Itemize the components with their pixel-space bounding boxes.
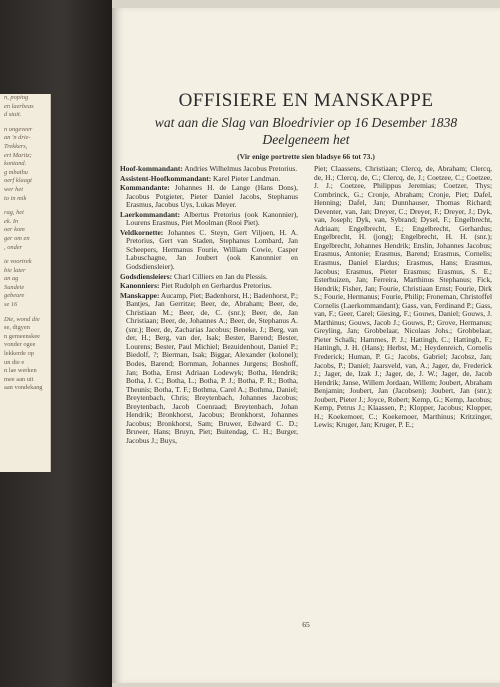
roster-names: Charl Cilliers en Jan du Plessis.: [172, 271, 268, 281]
roster-role: Laerkommandant:: [120, 209, 180, 219]
previous-page-line: kontand.: [4, 160, 27, 168]
previous-page-line: , onder: [4, 243, 23, 251]
previous-page-line: aan vondekang: [4, 384, 43, 392]
roster-entry: [120, 175, 298, 184]
roster-names: Albertus Pretorius (ook Kanonnier), Lourens Erasmus, Piet Moolman (Rooi Piet).: [126, 209, 298, 228]
previous-page-line: un die e: [4, 358, 25, 366]
page-number: 65: [302, 620, 310, 629]
right-column: Piet; Claassens, Christiaan; Clercq, de, Abraham; Clercq, de, H.; Clercq, de, C.; Clercq, de, J.; Coetzee, C.; Coetzee, J. J.; Coetzee, Philippus Jeremias; Coetzer, Thys; Combrinck, G.; Cronje, Abraham; Cronje, Piet; Dafel, Henning; Dafel, Jan; Dunnhauser, Thomas Richard; Deventer, van, Jan; Dreyer, C.; Dreyer, F.; Dreyer, J.; Dyk, van, Joseph; Dyk, van, Sybrand; Dysel, F.; Engelbrecht, Adriaan; Engelbrecht, E.; Engelbrecht, Gerhardus; Engelbrecht, H. (jong); Engelbrecht, H. H. (snr.); Engelbrecht, Johannes Hendrik; Enslin, Johannes Jacobus; Erasmus, Antonie; Erasmus, Barend; Erasmus, Cornelis; Erasmus, Daniel Elardus; Erasmus, Hans; Erasmus, Jacobus; Erasmus, Pieter Erasmus; Erasmus, S. E.; Esterhuizen, Jan; Ferreira, Marthinus Stephanus; Fick, Hendrik; Fisher, Jan; Fourie, Christiaan Ernst; Fourie, Dirk S.; Fourie, Hermanus; Fourie, Philip; Froneman, Christoffel Cornelis (Laerkommandant); Gass, van, Ferdinand P.; Gass, van, F.; Geer, Carel; Giesing, F.; Gouws, Daniel; Gouws, J. Marthinus; Gouws, Jacob J.; Gouws, P.; Grove, Hermanus; Greyling, Jan; Grobbelaar, Nicolaas Johs.; Grobbelaar, Pieter Schalk; Hammes, P. J.; Hattingh, C.; Hattingh, F.; Hattingh, J. H. (Hans); Herbst, M.; Heydenreich, Cornelis Frederick; Human, P. G.; Jacobs, Gabriel; Jacobsz, Jan; Jacobs, P.; Daniel; Jaarsveld, van, A.; Jager, de, Frederick J.; Jager, de, Izak J.; Jager, de, J. W.; Jager, de, Jacob Hendrik; Janse, Willem Jordaan, Willem; Joubert, Abraham Benjamin; Joubert, Jan (Jacobsen); Joubert, Jan (snr.); Joubert, Pieter J.; Joyce, Robert; Kemp, G.; Kemp, Jacobus; Kemp, Petrus J.; Klaassen, P.; Klopper, Jacobus; Klopper, H.; Koekemoer, C.; Koekemoer, Marthinus; Kritzinger, Lewis; Kruger, Jan; Kruger, P. E.;: [314, 164, 492, 430]
previous-page-line: to in mik: [4, 194, 27, 202]
roster-entry: [120, 273, 298, 282]
page-title: OFFISIERE EN MANSKAPPE: [178, 90, 434, 111]
roster-entry: [120, 165, 298, 174]
previous-page-line: en laerbeas: [4, 102, 34, 110]
previous-page-line: Sundeie: [4, 283, 25, 291]
roster-names: Johannes H. de Lange (Hans Dons), Jacobus Potgieter, Pieter Daniel Jacobs, Stephanus Erasmus, Jacobus Uys, Lukas Meyer.: [126, 183, 298, 210]
roster-role: Kommandante:: [120, 183, 170, 193]
roster-entry: [120, 211, 298, 228]
previous-page-line: oer kom: [4, 226, 25, 234]
roster-entry: [120, 184, 298, 210]
previous-page-line: se 16: [4, 301, 18, 309]
previous-page-line: ger om en: [4, 234, 30, 242]
previous-page-line: Trekkers,: [4, 142, 28, 150]
previous-page-line: n lae werken: [4, 367, 37, 375]
previous-page-line: g mbathu: [4, 168, 28, 176]
book-page: [112, 8, 500, 683]
previous-page-line: Die, wond die: [4, 315, 40, 323]
left-column: [120, 165, 298, 447]
roster-names: Johannes C. Steyn, Gert Viljoen, H. A. Pretorius, Gert van Staden, Stephanus Lombard, Jan Scheepers, Hermanus Fourie, William Cowie, Casper Labuschagne, Jan Joubert (ook Kanonnier en Godsdiensleier).: [126, 227, 298, 272]
previous-page-line: vonder ogee: [4, 341, 36, 349]
page-content: [120, 90, 492, 447]
roster-role: Veldkornette:: [120, 227, 164, 237]
previous-page-line: mee aan uit: [4, 375, 34, 383]
roster-entry: [120, 282, 298, 291]
roster-entry: [120, 292, 298, 446]
roster-names: Karel Pieter Landman.: [211, 173, 281, 183]
previous-page-line: bie later: [4, 266, 26, 274]
roster-names: Aucamp, Piet; Badenhorst, H.; Badenhorst, P.; Bantjes, Jan Gerritze; Beer, de, Abraham; Beer, de, Christiaan M.; Beer, de, C. (snr.); Beer, de, Jan Christiaan; Beer, de, Johannes A.; Beer, de, Stephanus A. (snr.); Beer, de, Zacharias Jacobus; Beneke, J.; Berg, van der, H.; Berg, van der, Isak; Bester, Barend; Bester, Lourens; Bester, Paul Michiel; Bezuidenhout, Daniel P.; Biedolf, ?; Bierman, Isak; Biggar, Alexander (kolonel); Bodes, Barend; Bornman, Johannes Jurgens; Boshoff, Jan; Botha, Ernst Adriaan Lodewyk; Botha, Hendrik; Botha, J. C.; Botha, L.; Botha, P. J.; Botha, P. R.; Botha, Theunis; Botha, T. F.; Bothma, Carel A.; Bothma, Daniel; Breytenbach, Chris; Breytenbach, Johannes Jacobus; Breytenbach, Jacob Coenraad; Breytenbach, Johan Hendrik; Bronkhorst, Jacobus; Bronkhorst, Johannes Jacobus; Bronkhorst, Sam; Bruwer, Edward C. D.; Bruwer, Hans; Bruyn, Piet; Buitendag, C. H.; Burger, Jacobus J.; Buys,: [126, 290, 298, 445]
previous-page-line: rag, het: [4, 209, 24, 217]
previous-page-line: ie voortrek: [4, 258, 32, 266]
roster-role: Godsdiensleiers:: [120, 271, 173, 281]
page-subtitle-line2: Deelgeneem het: [262, 132, 350, 147]
previous-page-line: ek. In: [4, 217, 19, 225]
roster-role: Hoof-kommandant:: [120, 164, 183, 173]
portrait-note: (Vir enige portrette sien bladsye 66 tot 73.): [237, 152, 375, 161]
previous-page-fragment: [0, 94, 51, 472]
previous-page-line: d stuit.: [4, 111, 22, 119]
roster-entry: [120, 229, 298, 272]
previous-page-line: an ag: [4, 275, 19, 283]
previous-page-line: n gemeenskee: [4, 332, 41, 340]
roster-role: Manskappe:: [120, 290, 160, 300]
roster-role: Assistent-Hoofkommandant:: [120, 173, 212, 183]
previous-page-line: wer het: [4, 185, 23, 193]
page-subtitle-line1: wat aan die Slag van Bloedrivier op 16 Desember 1838: [154, 115, 458, 130]
previous-page-line: n, poping: [4, 94, 29, 101]
previous-page-line: n ongeveer: [4, 125, 33, 133]
two-column-list: [120, 165, 492, 447]
previous-page-line: se, digyen: [4, 324, 30, 332]
previous-page-line: oerf klaagt: [4, 177, 32, 185]
roster-names: Andries Wilhelmus Jacobus Pretorius.: [182, 164, 298, 173]
previous-page-line: an 'n drie-: [4, 134, 31, 142]
roster-role: Kanonniers:: [120, 281, 160, 291]
previous-page-line: gebeure: [4, 292, 25, 300]
previous-page-line: lekkerde op: [4, 350, 34, 358]
previous-page-line: ert Maritz;: [4, 151, 32, 159]
roster-names: Piet Rudolph en Gerhardus Pretorius.: [159, 281, 272, 291]
